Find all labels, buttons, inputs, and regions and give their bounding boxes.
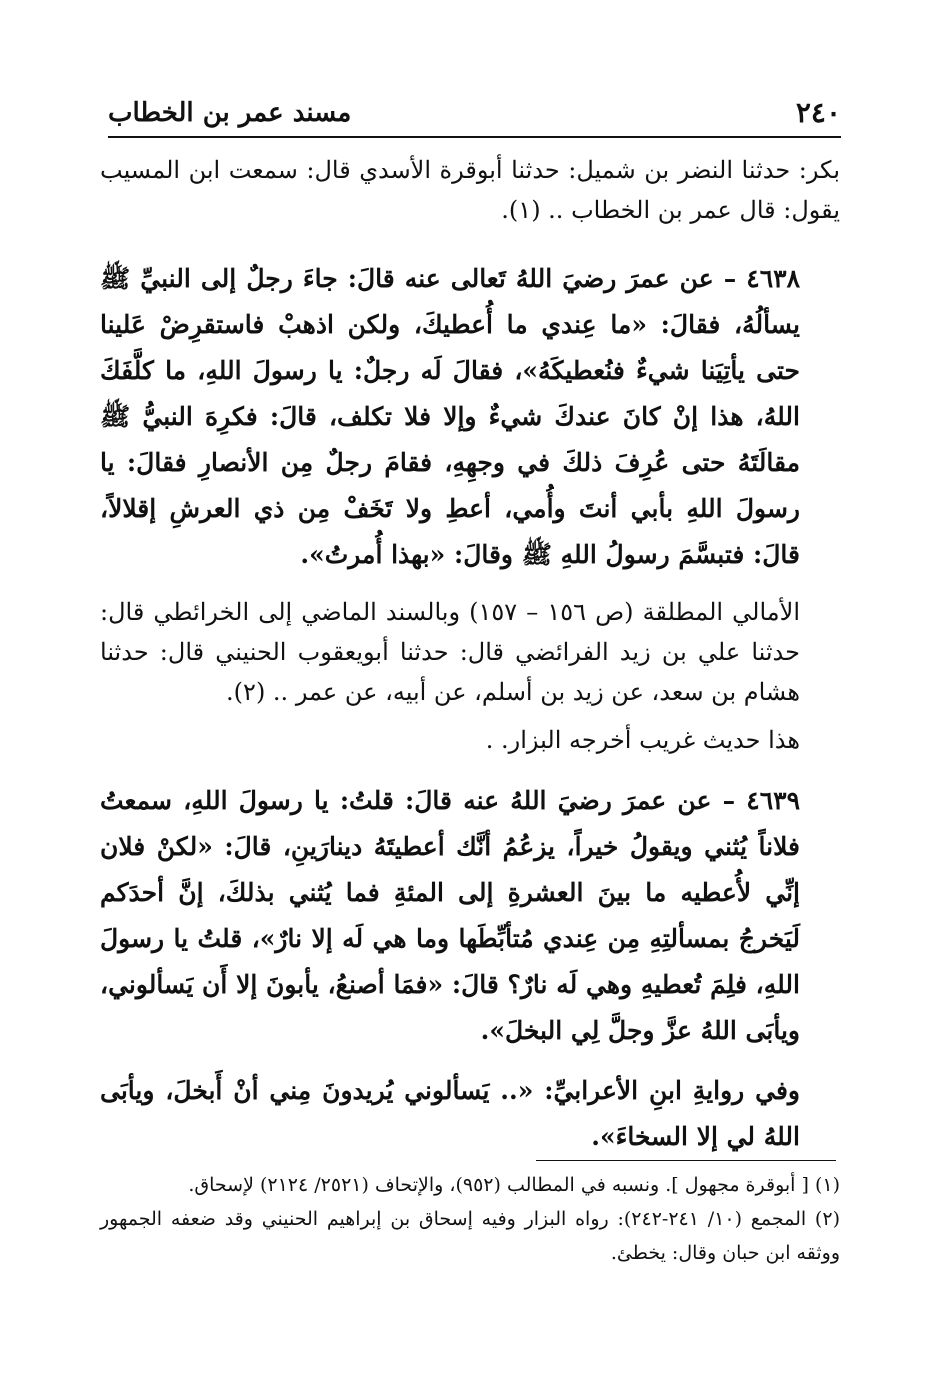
page-number: ٢٤٠ — [795, 96, 841, 129]
footnote-rule — [536, 1160, 836, 1161]
variant-narration: وفي روايةِ ابنِ الأعرابيِّ: «.. يَسألوني يُريدونَ مِني أنْ أَبخلَ، ويأبَى اللهُ لي إلا السخاءَ». — [100, 1076, 800, 1151]
header-rule — [108, 136, 841, 138]
footnote-2: (٢) المجمع (١٠/ ٢٤١-٢٤٢): رواه البزار وفيه إسحاق بن إبراهيم الحنيني وقد ضعفه الجمهور ووثقه ابن حبان وقال: يخطئ. — [100, 1208, 840, 1264]
running-title: مسند عمر بن الخطاب — [108, 98, 352, 128]
grading-note: هذا حديث غريب أخرجه البزار. . — [485, 726, 800, 754]
isnad-continuation: بكر: حدثنا النضر بن شميل: حدثنا أبوقرة الأسدي قال: سمعت ابن المسيب يقول: قال عمر بن الخطاب .. (١). — [100, 156, 840, 224]
page-header — [108, 96, 841, 130]
source-note-amali: الأمالي المطلقة (ص ١٥٦ – ١٥٧) وبالسند الماضي إلى الخرائطي قال: حدثنا علي بن زيد الفرائضي قال: حدثنا أبويعقوب الحنيني قال: حدثنا هشام بن سعد، عن زيد بن أسلم، عن أبيه، عن عمر .. (٢). — [100, 598, 800, 706]
footnotes — [100, 1168, 840, 1270]
hadith-4638: ٤٦٣٨ – عن عمرَ رضيَ اللهُ تَعالى عنه قالَ: جاءَ رجلٌ إلى النبيِّ ﷺ يسألُهُ، فقالَ: «ما عِندي ما أُعطيكَ، ولكن اذهبْ فاستقرِضْ عَلينا حتى يأتِيَنا شيءٌ فنُعطيكَهُ»، فقالَ لَه رجلٌ: يا رسولَ اللهِ، ما كلَّفَكَ اللهُ، هذا إنْ كانَ عندكَ شيءٌ وإلا فلا تكلف، قالَ: فكرِهَ النبيُّ ﷺ مقالَتَهُ حتى عُرِفَ ذلكَ في وجهِهِ، فقامَ رجلٌ مِن الأنصارِ فقالَ: يا رسولَ اللهِ بأبي أنتَ وأُمي، أعطِ ولا تَخَفْ مِن ذي العرشِ إقلالاً، قالَ: فتبسَّمَ رسولُ اللهِ ﷺ وقالَ: «بهذا أُمرتُ». — [100, 264, 800, 569]
hadith-4639: ٤٦٣٩ – عن عمرَ رضيَ اللهُ عنه قالَ: قلتُ: يا رسولَ اللهِ، سمعتُ فلاناً يُثني ويقولُ خيراً، يزعُمُ أنَّك أعطيتَهُ دينارَينِ، قالَ: «لكنْ فلان إنِّي لأُعطيه ما بينَ العشرةِ إلى المئةِ فما يُثني بذلكَ، إنَّ أحدَكم لَيَخرجُ بمسألتِهِ مِن عِندي مُتأبِّطَها وما هي لَه إلا نارٌ»، قلتُ يا رسولَ اللهِ، فلِمَ تُعطيهِ وهي لَه نارٌ؟ قالَ: «فمَا أصنعُ، يأبونَ إلا أَن يَسألوني، ويأبَى اللهُ عزَّ وجلَّ لِي البخلَ». — [100, 786, 800, 1045]
footnote-1: (١) [ أبوقرة مجهول ]. ونسبه في المطالب (٩٥٢)، والإتحاف (٢٥٢١/ ٢١٢٤) لإسحاق. — [188, 1174, 840, 1196]
main-text — [100, 150, 840, 1160]
